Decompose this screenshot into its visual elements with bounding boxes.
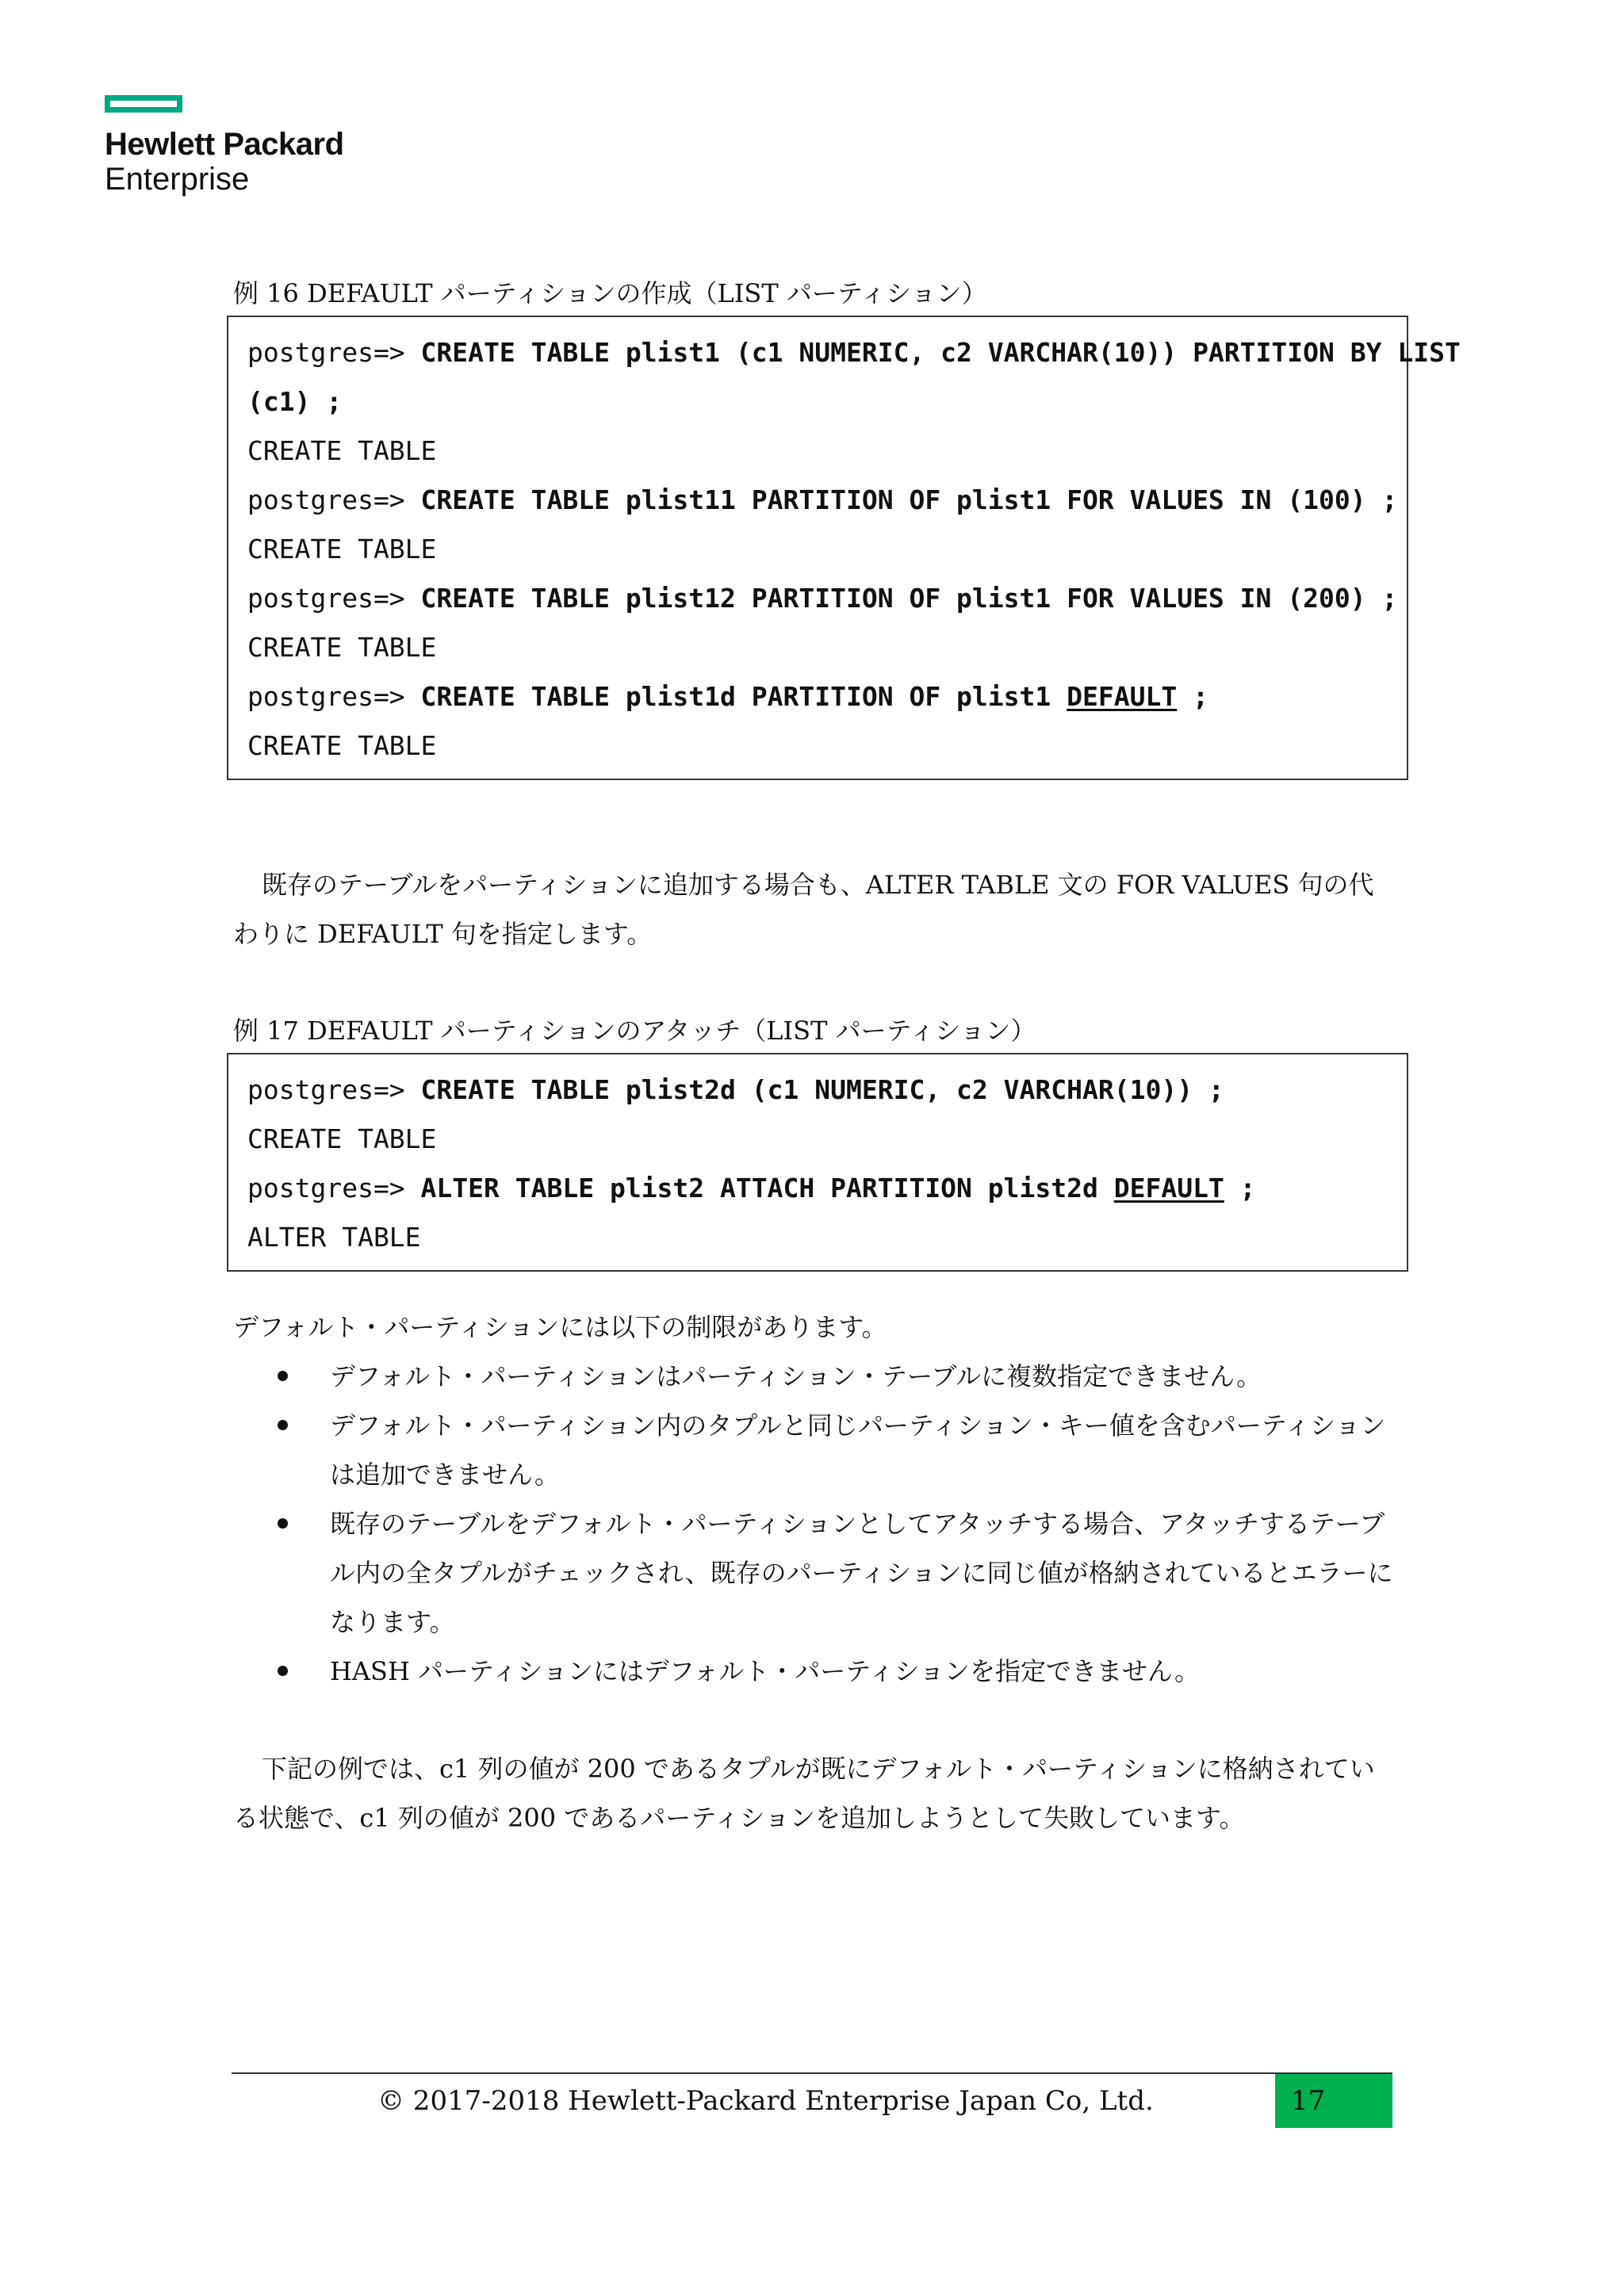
list-item: 既存のテーブルをデフォルト・パーティションとしてアタッチする場合、アタッチするテーブル内の全タプルがチェックされ、既存のパーティションに同じ値が格納されているとエラーになります。 [278, 1499, 1396, 1647]
default-keyword: DEFAULT [1067, 681, 1178, 712]
code-line: postgres=> CREATE TABLE plist12 PARTITION OF plist1 FOR VALUES IN (200) ; [247, 583, 1398, 614]
code-line: CREATE TABLE [247, 1123, 437, 1154]
code-line: postgres=> CREATE TABLE plist2d (c1 NUMERIC, c2 VARCHAR(10)) ; [247, 1074, 1224, 1105]
list-item: HASH パーティションにはデフォルト・パーティションを指定できません。 [278, 1647, 1396, 1696]
code-line: CREATE TABLE [247, 435, 437, 466]
page-number-box [1275, 2074, 1392, 2128]
code-line: CREATE TABLE [247, 730, 437, 761]
code-line: postgres=> CREATE TABLE plist1 (c1 NUMERIC, c2 VARCHAR(10)) PARTITION BY LIST [247, 337, 1461, 368]
logo-text-line1: Hewlett Packard [105, 127, 344, 162]
list-item: デフォルト・パーティション内のタプルと同じパーティション・キー値を含むパーティションは追加できません。 [278, 1401, 1396, 1499]
page-number: 17 [1291, 2085, 1326, 2117]
list-item: デフォルト・パーティションはパーティション・テーブルに複数指定できません。 [278, 1352, 1396, 1401]
code-line: (c1) ; [247, 386, 343, 417]
bullet-icon [278, 1518, 288, 1529]
bullet-icon [278, 1420, 288, 1430]
code-line: ALTER TABLE [247, 1222, 421, 1253]
bullet-icon [278, 1666, 288, 1676]
hpe-logo [105, 95, 344, 197]
code-line: postgres=> CREATE TABLE plist1d PARTITION OF plist1 DEFAULT ; [247, 681, 1208, 712]
example-17-code-box [227, 1053, 1408, 1272]
footer-copyright: © 2017-2018 Hewlett-Packard Enterprise Japan Co, Ltd. [377, 2085, 1154, 2117]
code-line: postgres=> ALTER TABLE plist2 ATTACH PARTITION plist2d DEFAULT ; [247, 1173, 1256, 1203]
hpe-logo-mark [105, 95, 182, 113]
default-keyword: DEFAULT [1113, 1173, 1224, 1203]
code-line: CREATE TABLE [247, 632, 437, 663]
footer-divider [232, 2072, 1392, 2074]
example-16-code-box [227, 316, 1461, 780]
restrictions-list [278, 1352, 1396, 1696]
code-line: CREATE TABLE [247, 534, 437, 564]
paragraph-failure-example: 下記の例では、c1 列の値が 200 であるタプルが既にデフォルト・パーティションに格納されている状態で、c1 列の値が 200 であるパーティションを追加しようとして失敗しています。 [233, 1754, 1375, 1833]
paragraph-attach-default: 既存のテーブルをパーティションに追加する場合も、ALTER TABLE 文の FOR VALUES 句の代わりに DEFAULT 句を指定します。 [233, 870, 1374, 949]
code-line: postgres=> CREATE TABLE plist11 PARTITION OF plist1 FOR VALUES IN (100) ; [247, 484, 1398, 515]
example-17-caption: 例 17 DEFAULT パーティションのアタッチ（LIST パーティション） [233, 1016, 1036, 1046]
example-16-caption: 例 16 DEFAULT パーティションの作成（LIST パーティション） [233, 278, 987, 308]
logo-text-line2: Enterprise [105, 162, 250, 197]
bullet-icon [278, 1371, 288, 1381]
restrictions-intro: デフォルト・パーティションには以下の制限があります。 [233, 1312, 887, 1342]
